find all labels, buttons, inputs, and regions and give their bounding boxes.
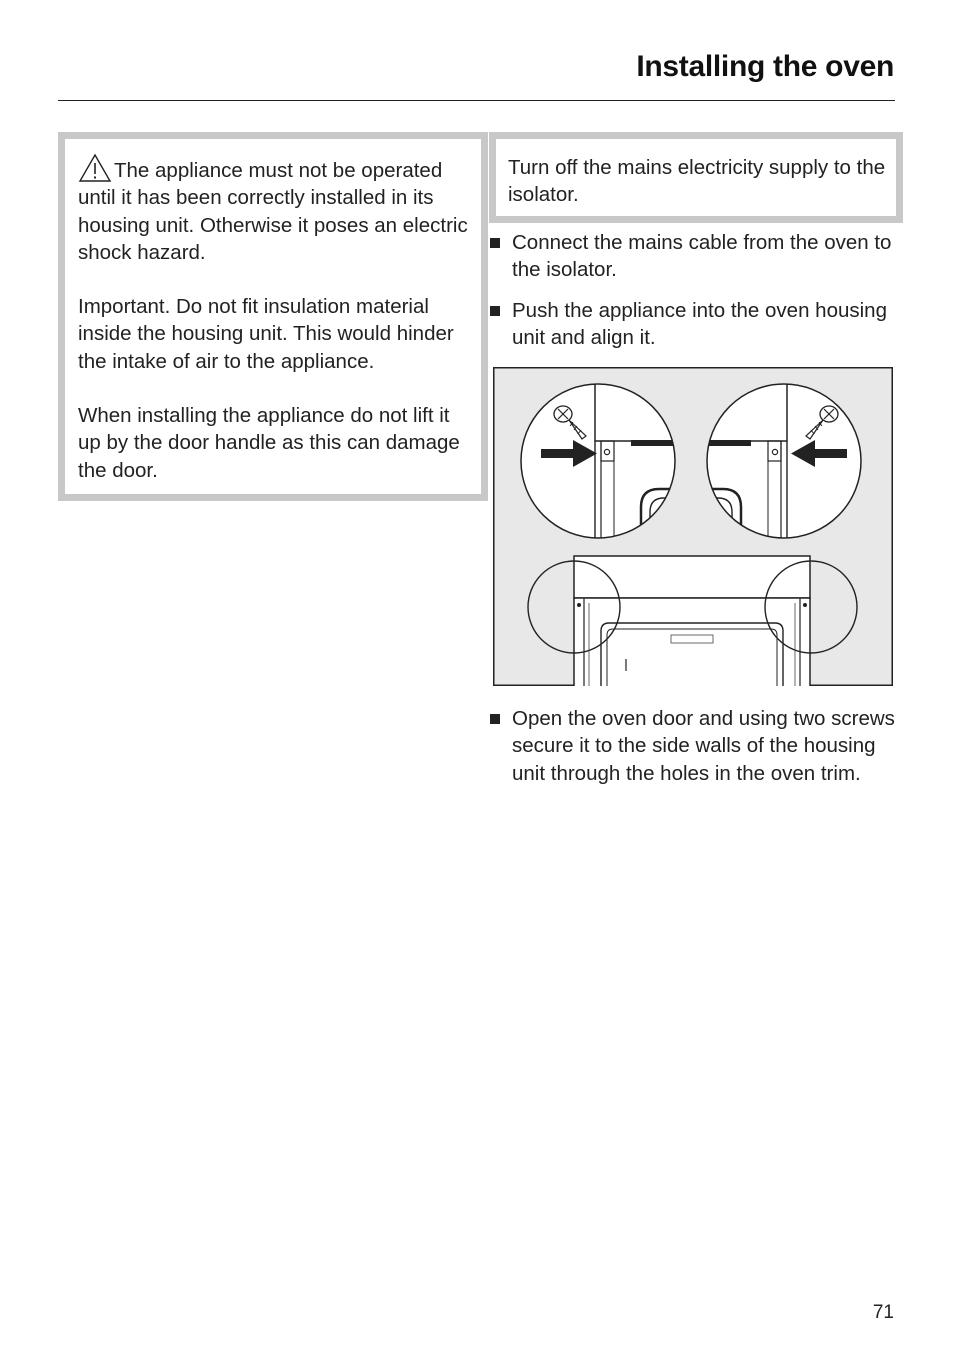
step-text: Push the appliance into the oven housing unit and align it. <box>512 298 887 349</box>
warning-paragraph-3: When installing the appliance do not lift it up by the door handle as this can damage the door. <box>78 404 460 482</box>
step-item <box>489 229 895 284</box>
warning-text-1: The appliance must not be operated until it has been correctly installed in its housing unit. Otherwise it poses an electric shock hazard. <box>78 159 468 264</box>
bullet-square <box>490 714 500 724</box>
warning-paragraph-1 <box>78 153 471 266</box>
bullet-square <box>490 306 500 316</box>
warning-paragraph-2: Important. Do not fit insulation material inside the housing unit. This would hinder the intake of air to the appliance. <box>78 295 454 373</box>
bullet-square <box>490 238 500 248</box>
note-box: Turn off the mains electricity supply to the isolator. <box>489 132 903 223</box>
step-item <box>489 297 895 352</box>
step-item <box>489 705 895 787</box>
page-number: 71 <box>872 1302 894 1323</box>
header-rule <box>58 100 895 101</box>
warning-triangle-icon <box>78 153 112 183</box>
step-list-top <box>489 229 895 364</box>
installation-illustration <box>493 367 893 686</box>
page-title: Installing the oven <box>636 50 894 83</box>
step-list-bottom <box>489 705 895 800</box>
warning-box <box>58 132 488 501</box>
step-text: Open the oven door and using two screws secure it to the side walls of the housing unit through the holes in the oven trim. <box>512 707 895 785</box>
oven-overview <box>528 556 857 686</box>
step-text: Connect the mains cable from the oven to the isolator. <box>512 231 892 282</box>
